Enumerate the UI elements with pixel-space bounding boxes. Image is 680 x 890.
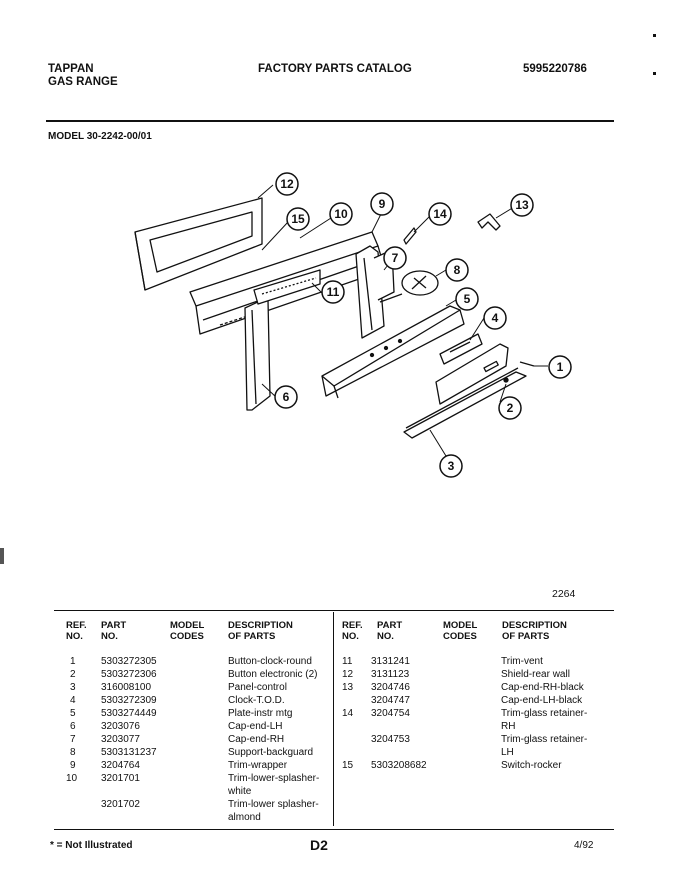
callout-label: 6 xyxy=(282,390,290,404)
callout-label: 15 xyxy=(291,212,305,226)
part-cell: 5303274449 xyxy=(101,708,157,719)
header-codes-left: MODEL CODES xyxy=(170,620,205,642)
callout-label: 5 xyxy=(463,292,471,306)
callout-label: 14 xyxy=(433,207,447,221)
part-cell: 3204746 xyxy=(371,682,410,693)
desc-cell: Switch-rocker xyxy=(501,760,562,771)
part-cell: 3204747 xyxy=(371,695,410,706)
footnote: * = Not Illustrated xyxy=(50,840,133,851)
part-cell: 3204764 xyxy=(101,760,140,771)
part-cell: 3204754 xyxy=(371,708,410,719)
callout-label: 2 xyxy=(506,401,514,415)
issue-date: 4/92 xyxy=(574,840,594,851)
header-ref-right: REF. NO. xyxy=(342,620,363,642)
desc-cell: Cap-end-RH-black xyxy=(501,682,584,693)
desc-cell: Cap-end-LH xyxy=(228,721,283,732)
parts-table xyxy=(54,610,614,830)
ref-cell: 9 xyxy=(70,760,76,771)
model-line: MODEL 30-2242-00/01 xyxy=(48,131,152,142)
figure-number: 2264 xyxy=(552,588,576,600)
desc-cell: Panel-control xyxy=(228,682,287,693)
desc-cell-continued: white xyxy=(228,786,252,797)
desc-cell: Support-backguard xyxy=(228,747,314,758)
part-cell: 3131123 xyxy=(371,669,410,680)
part-end-cap-left xyxy=(245,300,270,410)
desc-cell-continued: LH xyxy=(501,747,514,758)
desc-cell: Trim-wrapper xyxy=(228,760,288,771)
callout-label: 7 xyxy=(391,251,399,265)
catalog-title: FACTORY PARTS CATALOG xyxy=(258,63,412,75)
desc-cell: Cap-end-RH xyxy=(228,734,285,745)
desc-cell: Button-clock-round xyxy=(228,656,312,667)
ref-cell: 1 xyxy=(70,656,76,667)
part-cell: 5303272306 xyxy=(101,669,157,680)
part-cell: 3131241 xyxy=(371,656,410,667)
ref-cell: 4 xyxy=(70,695,76,706)
desc-cell: Shield-rear wall xyxy=(501,669,570,680)
part-end-cap-black xyxy=(478,214,500,230)
callout-label: 11 xyxy=(326,285,340,299)
callout-label: 9 xyxy=(378,197,386,211)
header-ref-left: REF. NO. xyxy=(66,620,87,642)
ref-cell: 12 xyxy=(342,669,354,680)
desc-cell: Trim-glass retainer- xyxy=(501,734,588,745)
part-cell: 5303131237 xyxy=(101,747,157,758)
part-cell: 3201702 xyxy=(101,799,140,810)
header-part-right: PART NO. xyxy=(377,620,403,642)
callout-label: 12 xyxy=(280,177,294,191)
part-cell: 5303272305 xyxy=(101,656,157,667)
ref-cell: 2 xyxy=(70,669,76,680)
catalog-number: 5995220786 xyxy=(523,63,587,75)
ref-cell: 6 xyxy=(70,721,76,732)
ref-cell: 13 xyxy=(342,682,354,693)
callout-label: 3 xyxy=(447,459,455,473)
header-desc-right: DESCRIPTION OF PARTS xyxy=(502,620,567,642)
part-cell: 3204753 xyxy=(371,734,410,745)
part-cell: 3201701 xyxy=(101,773,140,784)
ref-cell: 3 xyxy=(70,682,76,693)
table-column-divider xyxy=(333,612,334,826)
ref-cell: 7 xyxy=(70,734,76,745)
part-glass-retainer xyxy=(404,228,416,244)
part-cell: 3203076 xyxy=(101,721,140,732)
desc-cell: Plate-instr mtg xyxy=(228,708,293,719)
ref-cell: 11 xyxy=(342,656,353,667)
desc-cell: Trim-lower splasher- xyxy=(228,799,319,810)
part-cell: 5303272309 xyxy=(101,695,157,706)
desc-cell: Trim-lower-splasher- xyxy=(228,773,320,784)
header-part-left: PART NO. xyxy=(101,620,127,642)
brand-name: TAPPAN xyxy=(48,63,94,75)
ref-cell: 8 xyxy=(70,747,76,758)
desc-cell-continued: RH xyxy=(501,721,516,732)
part-cell: 316008100 xyxy=(101,682,152,693)
ref-cell: 10 xyxy=(66,773,78,784)
page-number: D2 xyxy=(310,837,328,853)
callout-label: 8 xyxy=(453,263,461,277)
ref-cell: 14 xyxy=(342,708,354,719)
callout-label: 10 xyxy=(334,207,348,221)
callout-label: 4 xyxy=(491,311,499,325)
ref-cell: 15 xyxy=(342,760,354,771)
part-cell: 3203077 xyxy=(101,734,140,745)
desc-cell: Trim-vent xyxy=(501,656,543,667)
callout-label: 1 xyxy=(556,360,564,374)
part-cell: 5303208682 xyxy=(371,760,427,771)
desc-cell: Trim-glass retainer- xyxy=(501,708,588,719)
desc-cell: Button electronic (2) xyxy=(228,669,318,680)
product-name: GAS RANGE xyxy=(48,76,118,88)
ref-cell: 5 xyxy=(70,708,76,719)
desc-cell: Cap-end-LH-black xyxy=(501,695,583,706)
callout-label: 13 xyxy=(515,198,529,212)
header-desc-left: DESCRIPTION OF PARTS xyxy=(228,620,293,642)
desc-cell-continued: almond xyxy=(228,812,261,823)
header-codes-right: MODEL CODES xyxy=(443,620,478,642)
desc-cell: Clock-T.O.D. xyxy=(228,695,285,706)
